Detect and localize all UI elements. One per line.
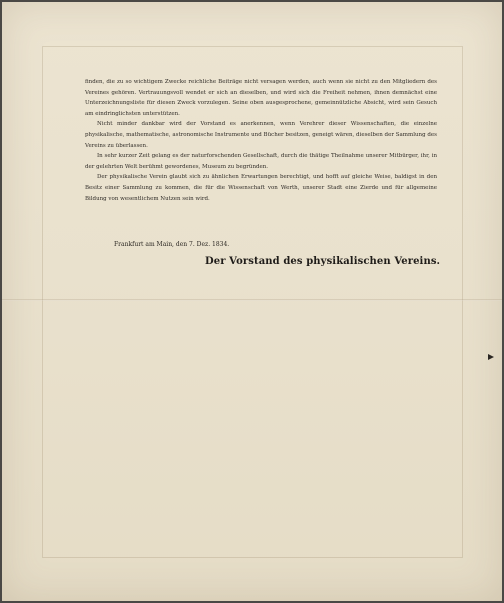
signature-line: Der Vorstand des physikalischen Vereins. bbox=[205, 256, 441, 267]
paragraph-museum: In sehr kurzer Zeit gelang es der naturforschenden Gesellschaft, durch die thätige Theilnahme unserer Mitbürger, ihr, in der gelehrten Welt berühmt gewordenes, Museum zu begründen. bbox=[85, 153, 437, 170]
paragraph-appeal: finden, die zu so wichtigem Zwecke reichliche Beiträge nicht versagen werden, auch wenn sie nicht zu den Mitgliedern des Vereines gehören. Vertrauungsvoll wendet er sich an dieselben, und wird sich die Freiheit nehmen, ihnen demnächst eine Unterzeichnungsliste für diesen Zweck vorzulegen. Seine oben ausgesprochene, gemeinnützliche Absicht, wird sein Gesuch am eindringlichsten unterstützen. bbox=[85, 79, 437, 117]
paragraph-instruments: Nicht minder dankbar wird der Vorstand es anerkennen, wenn Verehrer dieser Wissenschaften, die einzelne physikalische, mathematische, astronomische Instrumente und Bücher besitzen, geneigt wären, dieselben der Sammlung des Vereins zu überlassen. bbox=[85, 121, 437, 149]
fold-crease bbox=[2, 299, 502, 301]
paper-sheet bbox=[2, 2, 502, 601]
paragraph-collection: Der physikalische Verein glaubt sich zu ähnlichen Erwartungen berechtigt, und hofft auf gleiche Weise, baldigst in den Besitz einer Sammlung zu kommen, die für die Wissenschaft von Werth, unserer Stadt eine Zierde und für allgemeine Bildung von wesentlichem Nutzen sein wird. bbox=[85, 174, 437, 202]
body-text bbox=[85, 77, 437, 204]
date-line: Frankfurt am Main, den 7. Dez. 1834. bbox=[114, 241, 230, 248]
margin-marker-icon bbox=[488, 354, 494, 360]
